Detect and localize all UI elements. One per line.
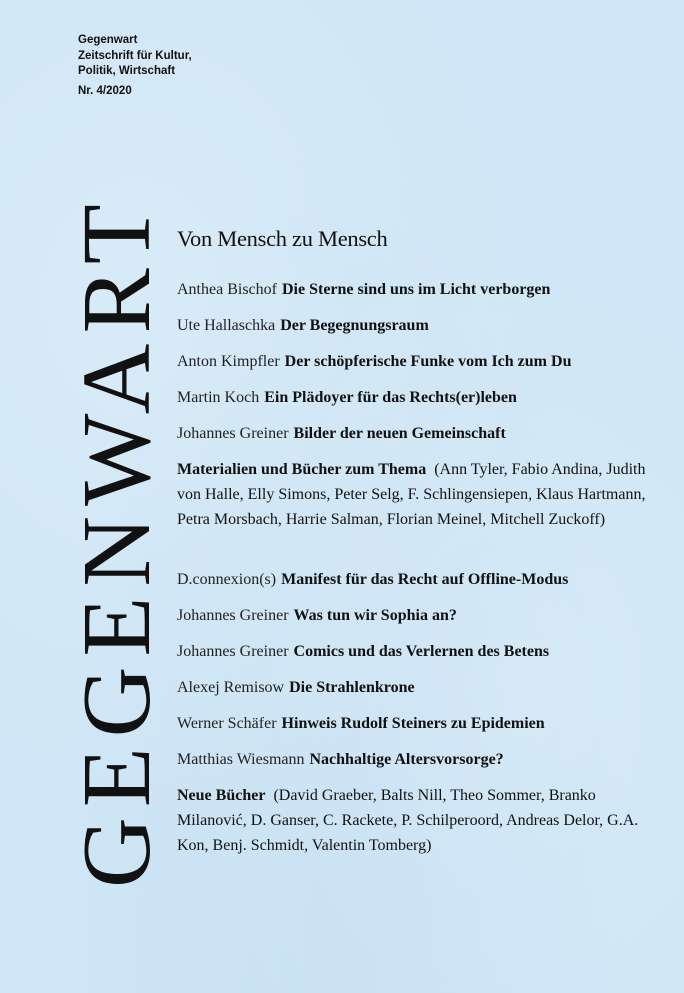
entry-title: Die Sterne sind uns im Licht verborgen (281, 281, 551, 298)
entry-author: Johannes Greiner (177, 643, 289, 660)
books-title: Neue Bücher (177, 787, 266, 804)
entry-author: Werner Schäfer (177, 715, 277, 732)
entry-author: Alexej Remisow (177, 679, 285, 696)
table-of-contents (177, 226, 657, 869)
theme-heading: Von Mensch zu Mensch (177, 226, 388, 251)
masthead (78, 33, 192, 99)
entry-title: Der Begegnungsraum (280, 317, 429, 334)
materials-entry (177, 457, 647, 532)
entry-title: Hinweis Rudolf Steiners zu Epidemien (281, 715, 545, 732)
entry-author: Ute Hallaschka (177, 317, 276, 334)
entry-title: Ein Plädoyer für das Rechts(er)leben (264, 389, 517, 406)
section-divider (177, 543, 657, 567)
toc-entry (177, 349, 657, 374)
materials-title: Materialien und Bücher zum Thema (177, 461, 427, 478)
toc-entry (177, 385, 657, 410)
toc-entry (177, 639, 657, 664)
entry-author: Johannes Greiner (177, 425, 289, 442)
entry-author: Johannes Greiner (177, 607, 289, 624)
spine-title: GEGENWART (63, 194, 171, 888)
toc-entry (177, 277, 657, 302)
magazine-subtitle-1: Zeitschrift für Kultur, (78, 49, 192, 62)
entry-title: Die Strahlenkrone (289, 679, 415, 696)
toc-entry (177, 421, 657, 446)
entry-title: Manifest für das Recht auf Offline-Modus (281, 571, 569, 588)
issue-number: Nr. 4/2020 (78, 84, 132, 97)
magazine-name: Gegenwart (78, 34, 138, 46)
entry-author: D.connexion(s) (177, 571, 277, 588)
entry-title: Comics und das Verlernen des Betens (293, 643, 550, 660)
toc-entry (177, 567, 657, 592)
books-list: (David Graeber, Balts Nill, Theo Sommer, Branko Milanović, D. Ganser, C. Rackete, P. Schilperoord, Andreas Delor, G.A. Kon, Benj. Schmidt, Valentin Tomberg) (177, 787, 639, 854)
entry-author: Anton Kimpfler (177, 353, 280, 370)
entry-author: Martin Koch (177, 389, 260, 406)
toc-entry (177, 313, 657, 338)
entry-title: Der schöpferische Funke vom Ich zum Du (284, 353, 572, 370)
entry-author: Anthea Bischof (177, 281, 277, 298)
entry-author: Matthias Wiesmann (177, 751, 305, 768)
entry-title: Nachhaltige Altersvorsorge? (309, 751, 504, 768)
toc-entry (177, 711, 657, 736)
entry-title: Bilder der neuen Gemeinschaft (293, 425, 506, 442)
toc-entry (177, 675, 657, 700)
materials-list: (Ann Tyler, Fabio Andina, Judith von Halle, Elly Simons, Peter Selg, F. Schlingensiepen, Klaus Hartmann, Petra Morsbach, Harrie Salman, Florian Meinel, Mitchell Zuckoff) (177, 461, 646, 528)
toc-entry (177, 747, 657, 772)
entry-title: Was tun wir Sophia an? (293, 607, 457, 624)
toc-entry (177, 603, 657, 628)
magazine-subtitle-2: Politik, Wirtschaft (78, 65, 176, 77)
books-entry (177, 783, 647, 858)
